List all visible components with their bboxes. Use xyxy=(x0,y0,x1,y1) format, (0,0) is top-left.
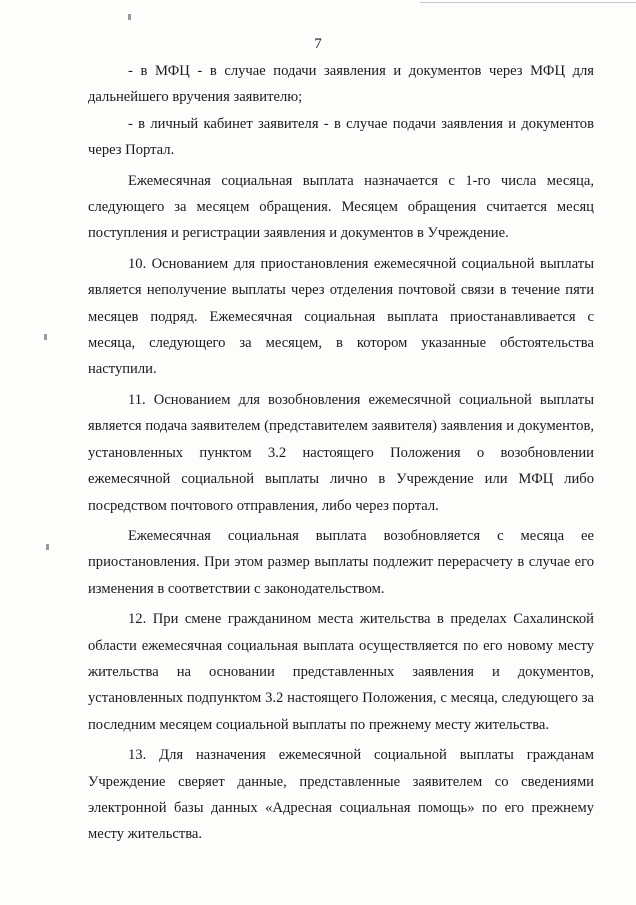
scan-artifact-mark xyxy=(46,544,49,550)
paragraph-resumption-recalc: Ежемесячная социальная выплата возобновляется с месяца ее приостановления. При этом размер выплаты подлежит перерасчету в случае его изменения в соответствии с законодательством. xyxy=(88,527,594,597)
scan-artifact-mark xyxy=(44,334,47,340)
paragraph-payment-start: Ежемесячная социальная выплата назначается с 1-го числа месяца, следующего за месяцем обращения. Месяцем обращения считается месяц поступления и регистрации заявления и документов в Учреждение. xyxy=(88,172,594,242)
scan-artifact-top-line xyxy=(420,2,636,3)
scan-artifact-mark xyxy=(128,14,131,20)
paragraph-10-suspension: 10. Основанием для приостановления ежемесячной социальной выплаты является неполучение выплаты через отделения почтовой связи в течение пяти месяцев подряд. Ежемесячная социальная выплата приостанавливается с месяца, следующего за месяцем, в котором указанные обстоятельства наступили. xyxy=(88,255,594,378)
document-body xyxy=(88,58,594,848)
paragraph-12-relocation: 12. При смене гражданином места жительства в пределах Сахалинской области ежемесячная социальная выплата осуществляется по его новому месту жительства на основании представленных заявления и документов, установленных подпунктом 3.2 настоящего Положения, с месяца, следующего за последним месяцем социальной выплаты по прежнему месту жительства. xyxy=(88,611,594,733)
paragraph-11-resumption: 11. Основанием для возобновления ежемесячной социальной выплаты является подача заявителем (представителем заявителя) заявления и документов, установленных пунктом 3.2 настоящего Положения о возобновлении ежемесячной социальной выплаты лично в Учреждение или МФЦ либо посредством почтового отправления, либо через портал. xyxy=(88,391,594,514)
paragraph-personal-cabinet: - в личный кабинет заявителя - в случае подачи заявления и документов через Портал. xyxy=(88,115,594,159)
page-number: 7 xyxy=(314,36,322,52)
paragraph-mfc-delivery: - в МФЦ - в случае подачи заявления и документов через МФЦ для дальнейшего вручения заявителю; xyxy=(88,63,594,106)
paragraph-13-verification: 13. Для назначения ежемесячной социальной выплаты гражданам Учреждение сверяет данные, представленные заявителем со сведениями электронной базы данных «Адресная социальная помощь» по его прежнему месту жительства. xyxy=(88,747,594,843)
